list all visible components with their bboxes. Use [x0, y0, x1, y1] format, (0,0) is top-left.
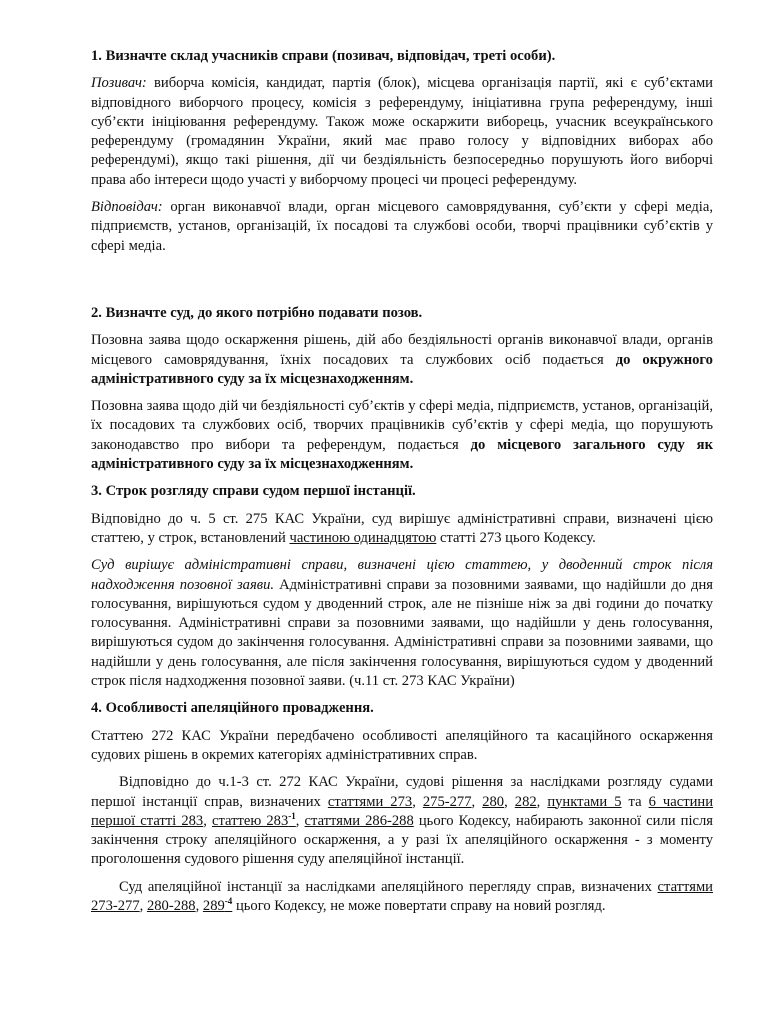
defendant-text: орган виконавчої влади, орган місцевого самоврядування, суб’єкти у сфері медіа, підприємств, установ, організацій, їх посадові та службові особи, творчі працівники суб’єктів у сфері медіа. — [91, 199, 713, 254]
s4-p2-b: цього Кодексу, набирають законної сили після закінчення строку апеляційного оскарження, а у разі їх апеляційного оскарження - з моменту проголошення судового рішення суду апеляційної інстанції. — [91, 812, 714, 868]
link-article-283-1[interactable] — [212, 810, 296, 829]
separator: , — [412, 793, 423, 810]
section-2-paragraph-1 — [91, 331, 713, 389]
s2-p2-text: Позовна заява щодо дій чи бездіяльності суб’єктів у сфері медіа, підприємств, установ, організацій, їх посадових та службових осіб, творчих працівників суб’єктів у сфері медіа, що порушують законодавство про вибори та референдум, подається — [91, 398, 713, 453]
s3-p2-italic: Суд вирішує адміністративні справи, визначені цією статтею, у дводенний строк після надходження позовної заяви. — [91, 557, 713, 593]
s3-p1-a: Відповідно до ч. 5 ст. 275 КАС України, суд вирішує адміністративні справи, визначені цією статтею, у строк, встановлений — [91, 510, 713, 546]
link-items-5[interactable]: пунктами 5 — [547, 793, 622, 810]
superscript: -1 — [288, 810, 296, 821]
s2-p1-bold: до окружного адміністративного суду за їх місцезнаходженням. — [91, 351, 713, 387]
link-article-289-4-text: 289 — [202, 897, 225, 914]
section-2-heading: 2. Визначте суд, до якого потрібно подавати позов. — [91, 304, 423, 321]
section-2-paragraph-2 — [91, 397, 713, 474]
section-1-heading: 1. Визначте склад учасників справи (позивач, відповідач, треті особи). — [91, 48, 556, 64]
link-article-289-4[interactable] — [203, 898, 232, 914]
link-articles-280-288[interactable]: 280-288 — [146, 897, 196, 914]
section-3-paragraph-2 — [91, 556, 713, 691]
separator: , — [295, 812, 305, 829]
section-4-paragraph-3 — [91, 878, 713, 917]
superscript: -4 — [224, 896, 233, 907]
plaintiff-text: виборча комісія, кандидат, партія (блок), місцева організація партії, які є суб’єктами відповідного виборчого процесу, комісія з референдуму, ініціативна група референдуму, інші суб’єкти ініціювання референдуму. Також може оскаржити виборець, учасник всеукраїнського референдуму (громадянин України, який має право голосу у відповідних виборах або референдумі), якщо такі рішення, дії чи бездіяльність безпосередньо порушують його виборчі права або інтереси щодо участі у виборчому процесі чи процесі референдуму. — [91, 75, 713, 188]
separator: , — [536, 793, 548, 810]
section-1-plaintiff — [91, 74, 713, 190]
defendant-label: Відповідач: — [91, 199, 163, 216]
separator: , — [504, 793, 515, 810]
section-3-heading: 3. Строк розгляду справи судом першої інстанції. — [91, 483, 416, 500]
section-4-heading: 4. Особливості апеляційного провадження. — [91, 700, 374, 717]
section-4-paragraph-1: Статтею 272 КАС України передбачено особливості апеляційного та касаційного оскарження судових рішень в окремих категоріях адміністративних справ. — [91, 727, 713, 763]
section-4-paragraph-2 — [91, 773, 713, 869]
s4-p2-a: Відповідно до ч.1-3 ст. 272 КАС України, судові рішення за наслідками розгляду судами першої інстанції справ, визначених — [91, 774, 713, 810]
s2-p2-bold: до місцевого загального суду як адміністративного суду за їх місцезнаходженням. — [91, 436, 713, 473]
document-page — [91, 47, 713, 924]
separator: та — [621, 793, 649, 810]
link-articles-286-288[interactable]: статтями 286-288 — [304, 812, 414, 829]
link-article-273[interactable]: статтями 273 — [327, 793, 413, 810]
s3-p1-b: статті 273 цього Кодексу. — [436, 529, 596, 546]
link-article-280[interactable]: 280 — [482, 793, 505, 810]
s4-p3-a: Суд апеляційної інстанції за наслідками апеляційного перегляду справ, визначених — [119, 878, 658, 895]
section-gap — [91, 264, 713, 304]
separator: , — [139, 897, 147, 914]
link-article-283-1-text: статтею 283 — [212, 812, 289, 829]
s4-p3-b: цього Кодексу, не може повертати справу на новий розгляд. — [232, 897, 606, 914]
link-articles-273-277[interactable]: статтями 273-277 — [91, 878, 713, 914]
plaintiff-label: Позивач: — [91, 75, 147, 92]
s3-p2-text: Адміністративні справи за позовними заявами, що надійшли до дня голосування, вирішуються судом у дводенний строк, але не пізніше ніж за дві години до початку голосування. Адміністративні справи за позовними заявами, що надійшли у день голосування, вирішуються судом до закінчення голосування. Адміністративні справи за позовними заявами, що надійшли у день голосування, але після закінчення голосування, вирішуються судом у дводенний строк після надходження позовної заяви. (ч.11 ст. 273 КАС України) — [91, 576, 714, 690]
section-1-defendant — [91, 198, 713, 256]
separator: , — [203, 812, 212, 829]
link-articles-275-277[interactable]: 275-277 — [422, 793, 472, 810]
link-part-6-article-283[interactable]: 6 частини першої статті 283 — [91, 793, 714, 829]
s3-p1-link[interactable]: частиною одинадцятою — [289, 529, 437, 546]
link-article-282[interactable]: 282 — [514, 793, 537, 810]
s2-p1-text: Позовна заява щодо оскарження рішень, дій або бездіяльності органів виконавчої влади, органів місцевого самоврядування, їхніх посадових та службових осіб подається — [91, 332, 713, 368]
separator: , — [471, 793, 483, 810]
section-3-paragraph-1 — [91, 510, 713, 549]
separator: , — [195, 897, 203, 914]
